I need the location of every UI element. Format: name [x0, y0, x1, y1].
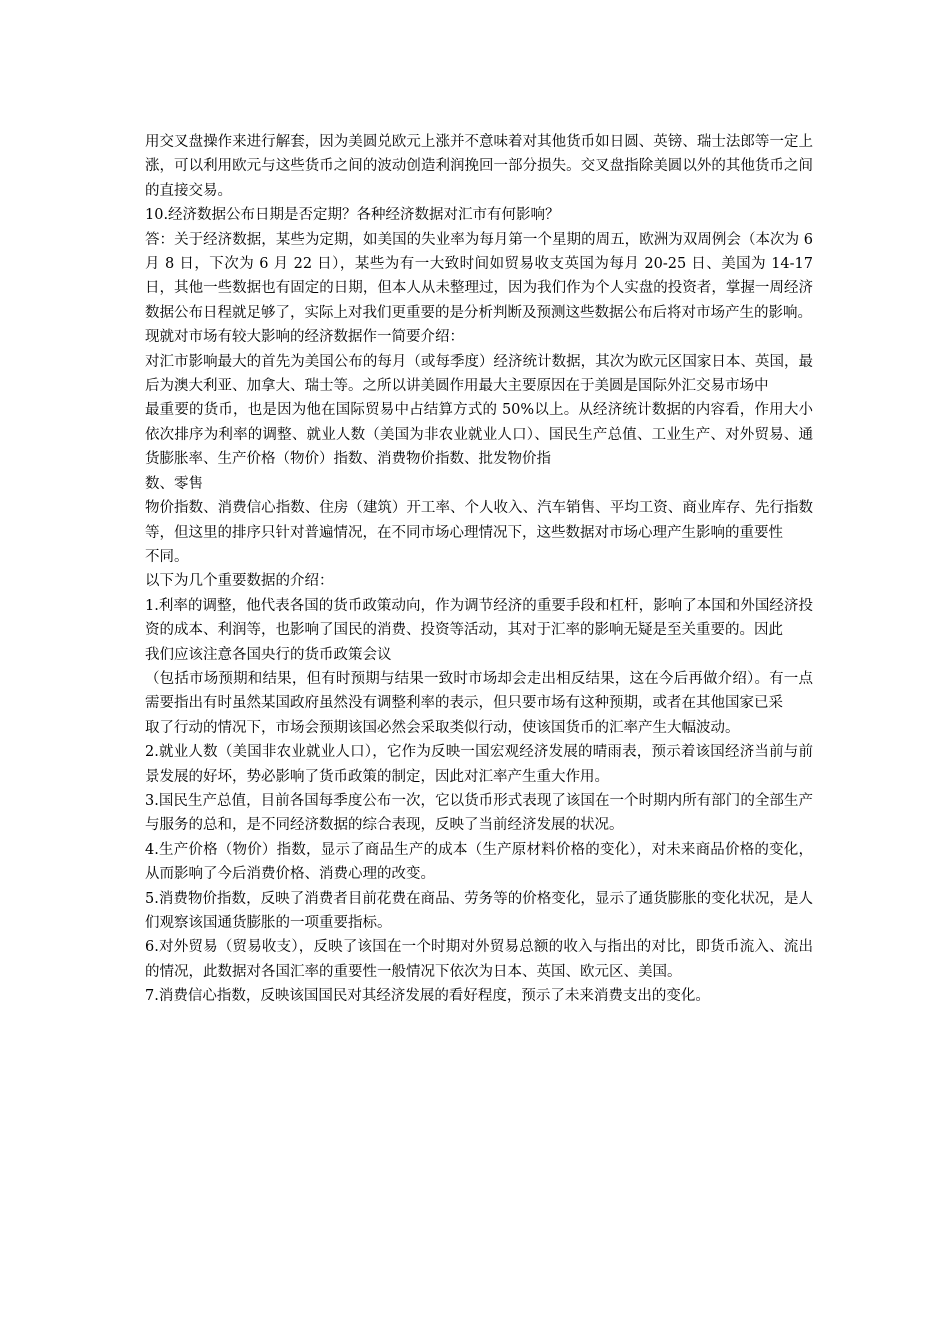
- paragraph-usd-influence: 对汇市影响最大的首先为美国公布的每月（或每季度）经济统计数据，其次为欧元区国家日本、英国，最后为澳大利亚、加拿大、瑞士等。之所以讲美圆作用最大主要原因在于美圆是国际外汇交易市场中: [145, 353, 813, 395]
- question-heading-10: 10.经济数据公布日期是否定期？各种经济数据对汇市有何影响？: [145, 207, 560, 224]
- list-intro: 以下为几个重要数据的介绍：: [145, 573, 334, 590]
- paragraph-index-list: 物价指数、消费信心指数、住房（建筑）开工率、个人收入、汽车销售、平均工资、商业库存、先行指数等，但这里的排序只针对普遍情况，在不同市场心理情况下，这些数据对市场心理产生影响的重要性: [145, 500, 813, 541]
- paragraph-importance-order: 最重要的货币，也是因为他在国际贸易中占结算方式的 50%以上。从经济统计数据的内容看，作用大小依次排序为利率的调整、就业人数（美国为非农业就业人口）、国民生产总值、工业生产、对外贸易、通货膨胀率、生产价格（物价）指数、消费物价指数、批发物价指: [145, 402, 813, 468]
- answer-paragraph: 答：关于经济数据，某些为定期，如美国的失业率为每月第一个星期的周五，欧洲为双周例会（本次为 6 月 8 日，下次为 6 月 22 日），某些为有一大致时间如贸易收支英国为每月 20-25 日、美国为 14-17 日，其他一些数据也有固定的日期，但本人从未整理过，因为我们作为个人实盘的投资者，掌握一周经济数据公布日程就足够了，实际上对我们更重要的是分析判断及预测这些数据公布后将对市场产生的影响。: [145, 231, 813, 321]
- intro-line: 现就对市场有较大影响的经济数据作一简要介绍：: [145, 329, 464, 346]
- list-item-ppi: 4.生产价格（物价）指数，显示了商品生产的成本（生产原材料价格的变化），对未来商品价格的变化，从而影响了今后消费价格、消费心理的改变。: [145, 841, 813, 883]
- list-item-interest-rate-cont-1: 我们应该注意各国央行的货币政策会议: [145, 646, 392, 663]
- list-item-interest-rate-cont-2: （包括市场预期和结果，但有时预期与结果一致时市场却会走出相反结果，这在今后再做介绍）。有一点需要指出有时虽然某国政府虽然没有调整利率的表示，但只要市场有这种预期，或者在其他国家已采: [145, 670, 813, 712]
- list-item-interest-rate-cont-3: 取了行动的情况下，市场会预期该国必然会采取类似行动，使该国货币的汇率产生大幅波动。: [145, 719, 740, 736]
- list-item-employment: 2.就业人数（美国非农业就业人口），它作为反映一国宏观经济发展的晴雨表，预示着该国经济当前与前景发展的好坏，势必影响了货币政策的制定，因此对汇率产生重大作用。: [145, 744, 813, 785]
- list-item-cpi: 5.消费物价指数，反映了消费者目前花费在商品、劳务等的价格变化，显示了通货膨胀的变化状况，是人们观察该国通货膨胀的一项重要指标。: [145, 890, 813, 931]
- paragraph-fragment-different: 不同。: [145, 548, 189, 565]
- list-item-consumer-confidence: 7.消费信心指数，反映该国国民对其经济发展的看好程度，预示了未来消费支出的变化。: [145, 988, 710, 1005]
- list-item-trade: 6.对外贸易（贸易收支），反映了该国在一个时期对外贸易总额的收入与指出的对比，即货币流入、流出的情况，此数据对各国汇率的重要性一般情况下依次为日本、英国、欧元区、美国。: [145, 939, 813, 980]
- document-body: [145, 130, 813, 1009]
- list-item-gnp: 3.国民生产总值，目前各国每季度公布一次，它以货币形式表现了该国在一个时期内所有部门的全部生产与服务的总和，是不同经济数据的综合表现，反映了当前经济发展的状况。: [145, 792, 813, 834]
- list-item-interest-rate: 1.利率的调整，他代表各国的货币政策动向，作为调节经济的重要手段和杠杆，影响了本国和外国经济投资的成本、利润等，也影响了国民的消费、投资等活动，其对于汇率的影响无疑是至关重要的。因此: [145, 597, 813, 639]
- paragraph-fragment-retail: 数、零售: [145, 475, 203, 492]
- paragraph-cross-trade: 用交叉盘操作来进行解套，因为美圆兑欧元上涨并不意味着对其他货币如日圆、英镑、瑞士法郎等一定上涨，可以利用欧元与这些货币之间的波动创造利润挽回一部分损失。交叉盘指除美圆以外的其他货币之间的直接交易。: [145, 134, 813, 199]
